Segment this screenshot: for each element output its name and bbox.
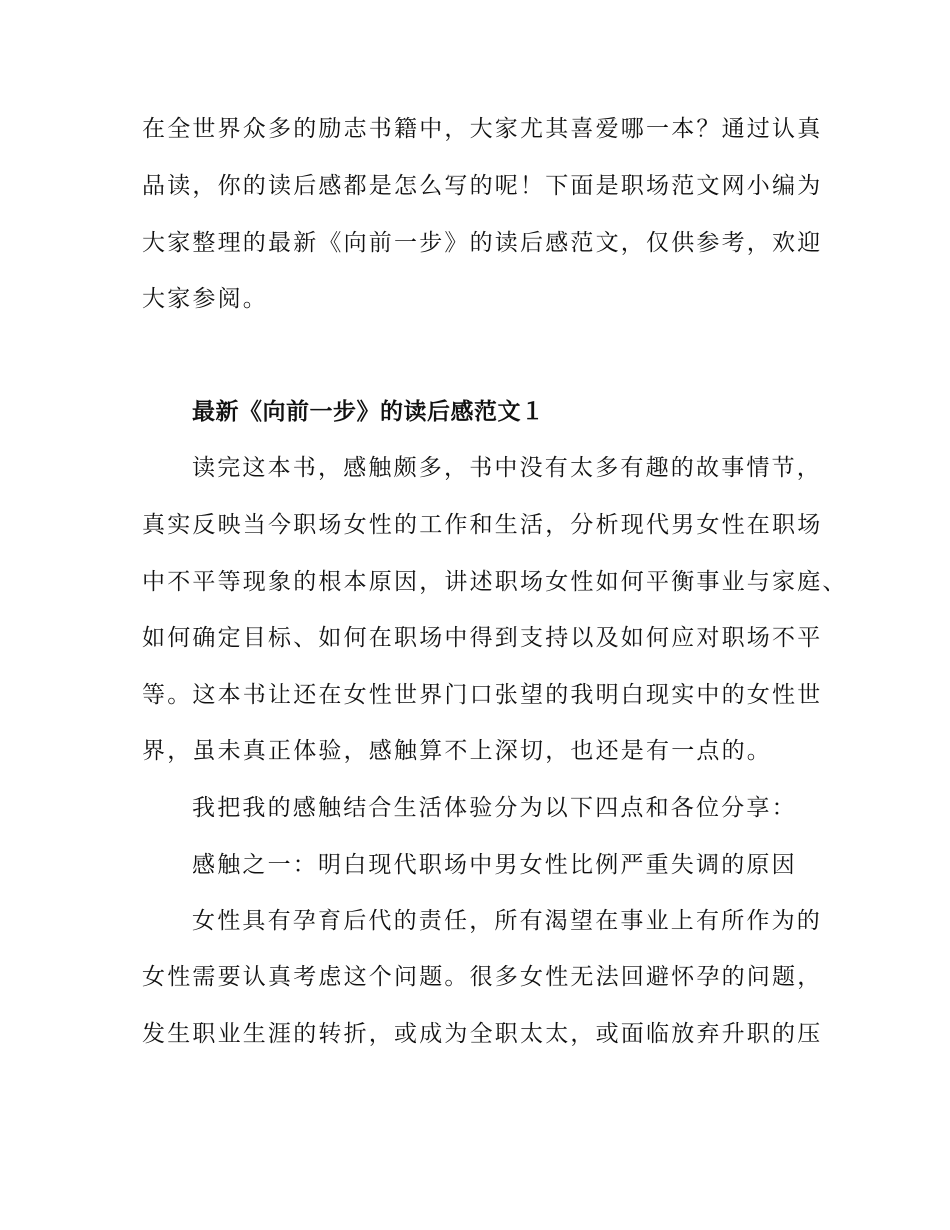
paragraph1-line-4: 如何确定目标、如何在职场中得到支持以及如何应对职场不平 xyxy=(142,625,823,651)
paragraph1-line-5: 等。这本书让还在女性世界门口张望的我明白现实中的女性世 xyxy=(142,682,823,708)
paragraph1-line-1: 读完这本书，感触颇多，书中没有太多有趣的故事情节， xyxy=(192,455,822,481)
intro-line-2: 品读，你的读后感都是怎么写的呢！下面是职场范文网小编为 xyxy=(142,173,823,199)
paragraph3: 感触之一：明白现代职场中男女性比例严重失调的原因 xyxy=(192,852,797,878)
paragraph2: 我把我的感触结合生活体验分为以下四点和各位分享： xyxy=(192,795,797,821)
paragraph4-line-2: 女性需要认真考虑这个问题。很多女性无法回避怀孕的问题， xyxy=(142,964,823,990)
paragraph1-line-2: 真实反映当今职场女性的工作和生活，分析现代男女性在职场 xyxy=(142,512,823,538)
intro-line-3: 大家整理的最新《向前一步》的读后感范文，仅供参考，欢迎 xyxy=(142,230,823,256)
paragraph4-line-1: 女性具有孕育后代的责任，所有渴望在事业上有所作为的 xyxy=(192,908,822,934)
intro-line-1: 在全世界众多的励志书籍中，大家尤其喜爱哪一本？通过认真 xyxy=(142,116,823,142)
section-title: 最新《向前一步》的读后感范文１ xyxy=(192,398,545,425)
intro-line-4: 大家参阅。 xyxy=(142,286,268,312)
paragraph1-line-6: 界，虽未真正体验，感触算不上深切，也还是有一点的。 xyxy=(142,738,772,764)
paragraph4-line-3: 发生职业生涯的转折，或成为全职太太，或面临放弃升职的压 xyxy=(142,1021,823,1047)
paragraph1-line-3: 中不平等现象的根本原因，讲述职场女性如何平衡事业与家庭、 xyxy=(142,569,848,595)
